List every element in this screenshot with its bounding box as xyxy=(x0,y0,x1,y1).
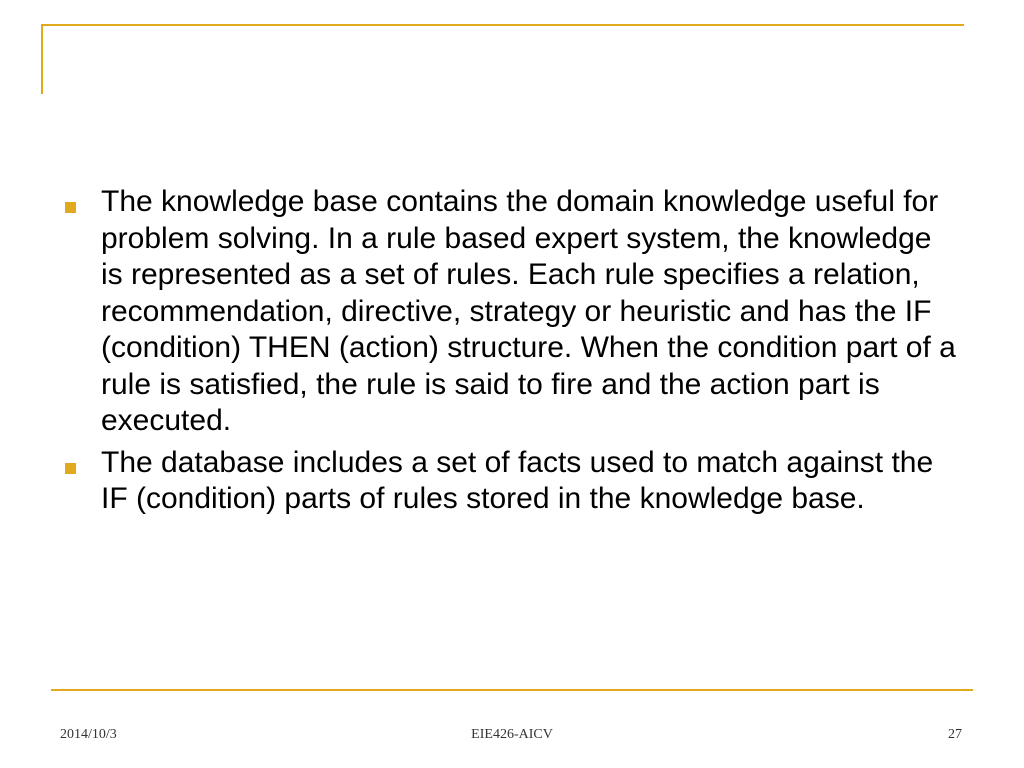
top-frame-vertical-line xyxy=(41,24,43,94)
footer-course-code: EIE426-AICV xyxy=(471,727,553,742)
footer-divider-line xyxy=(51,689,973,691)
bullet-text: The database includes a set of facts used to match against the IF (condition) parts of rules stored in the knowledge base. xyxy=(101,445,934,515)
slide-content xyxy=(60,184,960,523)
bullet-item-knowledge-base xyxy=(60,184,960,440)
square-bullet-icon xyxy=(65,463,76,474)
bullet-item-database xyxy=(60,445,960,518)
footer-page-number: 27 xyxy=(948,727,962,742)
footer-date: 2014/10/3 xyxy=(60,727,117,742)
square-bullet-icon xyxy=(65,202,76,213)
top-frame-horizontal-line xyxy=(41,24,964,26)
bullet-text: The knowledge base contains the domain knowledge useful for problem solving. In a rule based expert system, the knowledge is represented as a set of rules. Each rule specifies a relation, recommendation, directive, strategy or heuristic and has the IF (condition) THEN (action) structure. When the condition part of a rule is satisfied, the rule is said to fire and the action part is executed. xyxy=(101,185,956,437)
